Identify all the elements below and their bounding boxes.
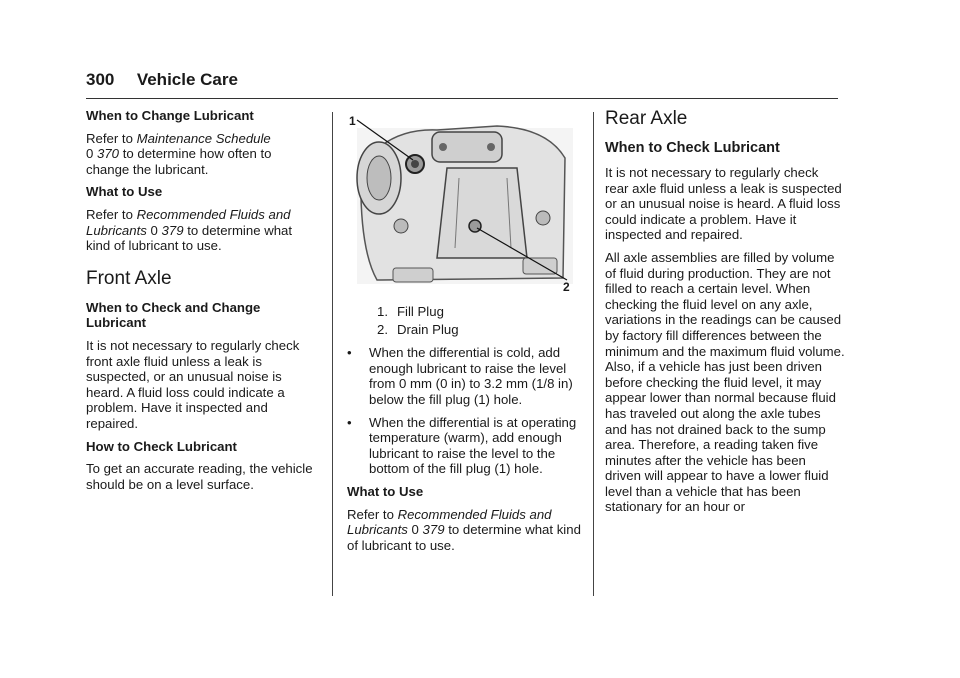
list-item: • When the differential is at operating temperature (warm), add enough lubricant to raise the level to the bottom of the fill plug (1) hole. bbox=[347, 414, 577, 477]
page-ref[interactable]: 370 bbox=[97, 146, 120, 162]
maintenance-schedule-link[interactable]: Maintenance Schedule bbox=[136, 130, 271, 146]
page-ref-icon: 0 bbox=[411, 522, 419, 538]
column-middle bbox=[347, 108, 583, 560]
column-divider bbox=[593, 112, 594, 596]
how-to-check-heading: How to Check Lubricant bbox=[86, 438, 237, 454]
what-to-use-text: Refer to Recommended Fluids and Lubricants 0 379 to determine what kind of lubricant to use. bbox=[347, 506, 581, 553]
legend-item: 1. Fill Plug bbox=[377, 304, 444, 319]
callout-2: 2 bbox=[563, 280, 570, 294]
rear-axle-title: Rear Axle bbox=[605, 108, 688, 129]
page-ref-icon: 0 bbox=[150, 222, 158, 238]
what-to-use-heading: What to Use bbox=[86, 184, 163, 200]
differential-illustration bbox=[347, 108, 583, 298]
list-item: • When the differential is cold, add enough lubricant to raise the level from 0 mm (0 in) to 3.2 mm (1/8 in) below the fill plug (1) hole. bbox=[347, 345, 573, 407]
how-to-check-text: To get an accurate reading, the vehicle should be on a level surface. bbox=[86, 461, 313, 492]
page-ref[interactable]: 379 bbox=[422, 522, 445, 538]
page-ref[interactable]: 379 bbox=[161, 222, 184, 238]
check-change-text: It is not necessary to regularly check front axle fluid unless a leak is suspected, or an unusual noise is heard. A fluid loss could indicate a problem. Have it inspected and repaired. bbox=[86, 337, 300, 431]
rear-axle-para-2: All axle assemblies are filled by volume of fluid during production. They are not filled to reach a certain level. When checking the fluid level on any axle, variations in the readings can be caused by factory fill differences between the minimum and the maximum fluid volume. Also, if a vehicle has just been driven before checking the fluid level, it may appear lower than normal because fluid has traveled out along the axle tubes and has not drained back to the sump area. Therefore, a reading taken five minutes after the vehicle has been driven will appear to have a lower fluid level than a vehicle that has been stationary for an hour or bbox=[605, 249, 845, 515]
front-axle-title: Front Axle bbox=[86, 267, 172, 289]
fluids-lubricants-link[interactable]: Recommended Fluids and Lubricants bbox=[347, 506, 552, 538]
section-title: Vehicle Care bbox=[136, 70, 238, 89]
column-left bbox=[86, 108, 318, 499]
fill-instructions bbox=[347, 345, 583, 477]
page-number: 300 bbox=[86, 70, 115, 89]
when-to-check-heading: When to Check Lubricant bbox=[605, 140, 780, 156]
page-header bbox=[86, 70, 838, 99]
when-to-change-text: Refer to Maintenance Schedule 0 370 to determine how often to change the lubricant. bbox=[86, 130, 272, 177]
figure-legend bbox=[347, 304, 583, 337]
check-change-heading: When to Check and Change Lubricant bbox=[86, 299, 261, 331]
when-to-change-heading: When to Change Lubricant bbox=[86, 108, 254, 123]
what-to-use-heading: What to Use bbox=[347, 483, 424, 499]
what-to-use-text: Refer to Recommended Fluids and Lubricants 0 379 to determine what kind of lubricant to use. bbox=[86, 206, 293, 254]
differential-drawing bbox=[347, 108, 583, 298]
page-ref-icon: 0 bbox=[86, 146, 94, 162]
callout-1: 1 bbox=[349, 114, 356, 128]
bullet-icon: • bbox=[347, 345, 352, 361]
rear-axle-para-1: It is not necessary to regularly check rear axle fluid unless a leak is suspected or an unusual noise is heard. A fluid loss could indicate a problem. Have it inspected and repaired. bbox=[605, 165, 842, 243]
column-right bbox=[605, 108, 845, 522]
legend-item: 2. Drain Plug bbox=[377, 321, 459, 337]
column-divider bbox=[332, 112, 333, 596]
fluids-lubricants-link[interactable]: Recommended Fluids and Lubricants bbox=[86, 206, 291, 238]
bullet-icon: • bbox=[347, 414, 352, 430]
